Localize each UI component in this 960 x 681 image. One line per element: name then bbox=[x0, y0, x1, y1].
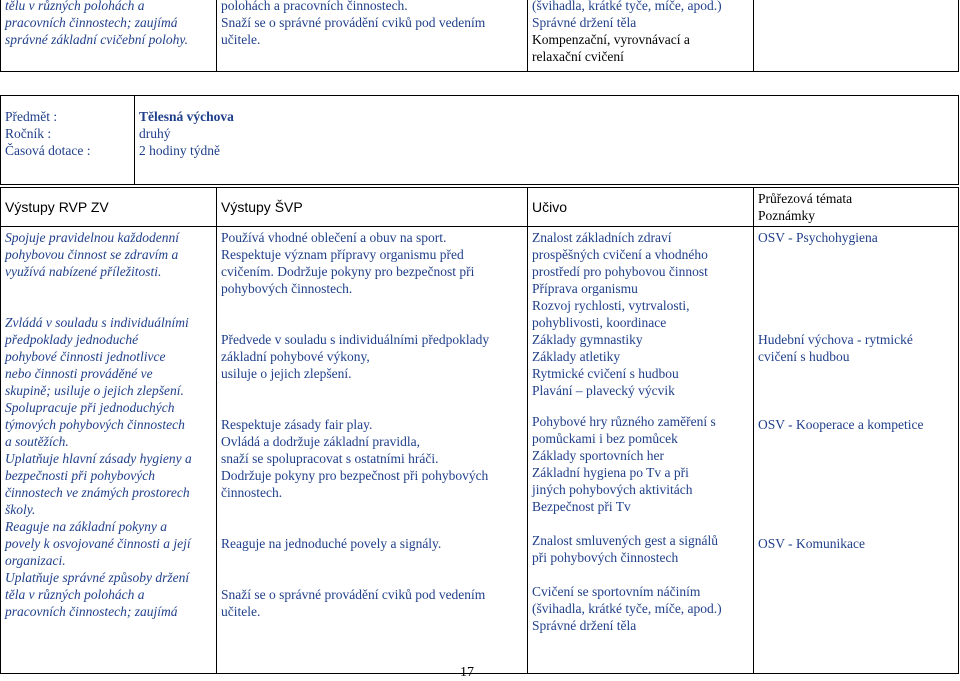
rvp-line: činnostech ve známých prostorech bbox=[5, 485, 190, 500]
rvp-line: a soutěžích. bbox=[5, 434, 69, 449]
rvp-line: Spojuje pravidelnou každodenní bbox=[5, 230, 179, 245]
ucivo-line: pomůckami i bez pomůcek bbox=[532, 431, 678, 446]
header-row bbox=[1, 188, 959, 227]
grade-label: Ročník : bbox=[5, 126, 52, 141]
ucivo-line: Plavání – plavecký výcvik bbox=[532, 383, 675, 398]
ucivo-line: při pohybových činnostech bbox=[532, 550, 679, 565]
rvp-line: bezpečnosti při pohybových bbox=[5, 468, 155, 483]
header-prurezova bbox=[754, 188, 959, 227]
fragment-rvp-line: správné základní cvičební polohy. bbox=[5, 32, 188, 47]
rvp-line: pohybovou činnost se zdravím a bbox=[5, 247, 179, 262]
rvp-line: skupině; usiluje o jejich zlepšení. bbox=[5, 383, 184, 398]
rvp-line: Uplatňuje správné způsoby držení bbox=[5, 570, 190, 585]
fragment-rvp-line: pracovních činnostech; zaujímá bbox=[5, 15, 178, 30]
fragment-svp-line: Snaží se o správné provádění cviků pod vedením bbox=[221, 15, 486, 30]
fragment-ucivo-line: Kompenzační, vyrovnávací a bbox=[532, 32, 690, 47]
ucivo-line: prostředí pro pohybovou činnost bbox=[532, 264, 708, 279]
rvp-line: předpoklady jednoduché bbox=[5, 332, 139, 347]
rvp-line: Reaguje na základní pokyny a bbox=[5, 519, 167, 534]
ucivo-line: Základy atletiky bbox=[532, 349, 621, 364]
header-poznamky-label: Poznámky bbox=[758, 208, 815, 223]
rvp-line: povely k osvojované činnosti a její bbox=[5, 536, 191, 551]
rvp-line: pohybové činnosti jednotlivce bbox=[5, 349, 166, 364]
grade-value: druhý bbox=[139, 126, 171, 141]
fragment-ucivo-line: relaxační cvičení bbox=[532, 49, 624, 64]
rvp-line: pracovních činnostech; zaujímá bbox=[5, 604, 178, 619]
prurezova-cell bbox=[754, 227, 959, 674]
subject-value: Tělesná výchova bbox=[139, 109, 234, 124]
rvp-line: těla v různých polohách a bbox=[5, 587, 145, 602]
fragment-prurezova-cell bbox=[754, 0, 959, 72]
subject-label: Předmět : bbox=[5, 109, 58, 124]
rvp-line: Zvládá v souladu s individuálními bbox=[5, 315, 189, 330]
fragment-ucivo-line: Správné držení těla bbox=[532, 15, 637, 30]
ucivo-line: Pohybové hry různého zaměření s bbox=[532, 414, 716, 429]
header-ucivo: Učivo bbox=[528, 188, 754, 227]
rvp-line: Spolupracuje při jednoduchých bbox=[5, 400, 175, 415]
meta-values-cell bbox=[135, 96, 959, 185]
ucivo-line: Rozvoj rychlosti, vytrvalosti, bbox=[532, 298, 690, 313]
ucivo-line: (švihadla, krátké tyče, míče, apod.) bbox=[532, 601, 722, 616]
prurezova-line: Hudební výchova - rytmické bbox=[758, 332, 913, 347]
ucivo-line: Příprava organismu bbox=[532, 281, 638, 296]
svp-cell bbox=[217, 227, 528, 674]
fragment-svp-cell bbox=[217, 0, 528, 72]
svp-line: usiluje o jejich zlepšení. bbox=[221, 366, 352, 381]
ucivo-line: Základy sportovních her bbox=[532, 448, 664, 463]
svp-line: snaží se spolupracovat s ostatními hráči. bbox=[221, 451, 439, 466]
ucivo-line: pohyblivosti, koordinace bbox=[532, 315, 667, 330]
svp-line: Reaguje na jednoduché povely a signály. bbox=[221, 536, 442, 551]
ucivo-line: Znalost základních zdraví bbox=[532, 230, 672, 245]
svp-line: Snaží se o správné provádění cviků pod vedením bbox=[221, 587, 486, 602]
svp-line: základní pohybové výkony, bbox=[221, 349, 370, 364]
ucivo-line: prospěšných cvičení a vhodného bbox=[532, 247, 708, 262]
subject-meta-table bbox=[0, 95, 959, 185]
ucivo-line: Základní hygiena po Tv a při bbox=[532, 465, 689, 480]
ucivo-line: Základy gymnastiky bbox=[532, 332, 643, 347]
ucivo-line: Rytmické cvičení s hudbou bbox=[532, 366, 679, 381]
ucivo-line: Cvičení se sportovním náčiním bbox=[532, 584, 701, 599]
svp-line: pohybových činnostech. bbox=[221, 281, 353, 296]
ucivo-cell bbox=[528, 227, 754, 674]
header-prurezova-label: Průřezová témata bbox=[758, 191, 853, 206]
rvp-cell bbox=[1, 227, 217, 674]
ucivo-line: Bezpečnost při Tv bbox=[532, 499, 631, 514]
rvp-line: týmových pohybových činnostech bbox=[5, 417, 185, 432]
time-allocation-label: Časová dotace : bbox=[5, 143, 91, 158]
ucivo-line: jiných pohybových aktivitách bbox=[532, 482, 693, 497]
curriculum-table bbox=[0, 187, 959, 674]
svp-line: učitele. bbox=[221, 604, 261, 619]
body-row bbox=[1, 227, 959, 674]
previous-page-fragment-table bbox=[0, 0, 959, 72]
prurezova-line: cvičení s hudbou bbox=[758, 349, 850, 364]
fragment-ucivo-line: (švihadla, krátké tyče, míče, apod.) bbox=[532, 0, 722, 13]
prurezova-line: OSV - Psychohygiena bbox=[758, 230, 878, 245]
ucivo-line: Znalost smluvených gest a signálů bbox=[532, 533, 718, 548]
page-number: 17 bbox=[460, 665, 474, 680]
fragment-rvp-cell bbox=[1, 0, 217, 72]
svp-line: Respektuje zásady fair play. bbox=[221, 417, 373, 432]
ucivo-line: Správné držení těla bbox=[532, 618, 637, 633]
svp-line: cvičením. Dodržuje pokyny pro bezpečnost při bbox=[221, 264, 475, 279]
rvp-line: využívá nabízené příležitosti. bbox=[5, 264, 162, 279]
rvp-line: Uplatňuje hlavní zásady hygieny a bbox=[5, 451, 192, 466]
rvp-line: organizaci. bbox=[5, 553, 66, 568]
meta-labels-cell bbox=[1, 96, 135, 185]
rvp-line: školy. bbox=[5, 502, 36, 517]
svp-line: Respektuje význam přípravy organismu před bbox=[221, 247, 464, 262]
svp-line: Používá vhodné oblečení a obuv na sport. bbox=[221, 230, 447, 245]
header-svp: Výstupy ŠVP bbox=[217, 188, 528, 227]
fragment-ucivo-cell bbox=[528, 0, 754, 72]
rvp-line: nebo činnosti prováděné ve bbox=[5, 366, 153, 381]
header-rvp: Výstupy RVP ZV bbox=[1, 188, 217, 227]
svp-line: činnostech. bbox=[221, 485, 283, 500]
fragment-svp-line: učitele. bbox=[221, 32, 261, 47]
time-allocation-value: 2 hodiny týdně bbox=[139, 143, 220, 158]
fragment-rvp-line: tělu v různých polohách a bbox=[5, 0, 145, 13]
svp-line: Ovládá a dodržuje základní pravidla, bbox=[221, 434, 421, 449]
svp-line: Předvede v souladu s individuálními předpoklady bbox=[221, 332, 490, 347]
svp-line: Dodržuje pokyny pro bezpečnost při pohybových bbox=[221, 468, 489, 483]
fragment-svp-line: polohách a pracovních činnostech. bbox=[221, 0, 408, 13]
prurezova-line: OSV - Komunikace bbox=[758, 536, 865, 551]
prurezova-line: OSV - Kooperace a kompetice bbox=[758, 417, 924, 432]
